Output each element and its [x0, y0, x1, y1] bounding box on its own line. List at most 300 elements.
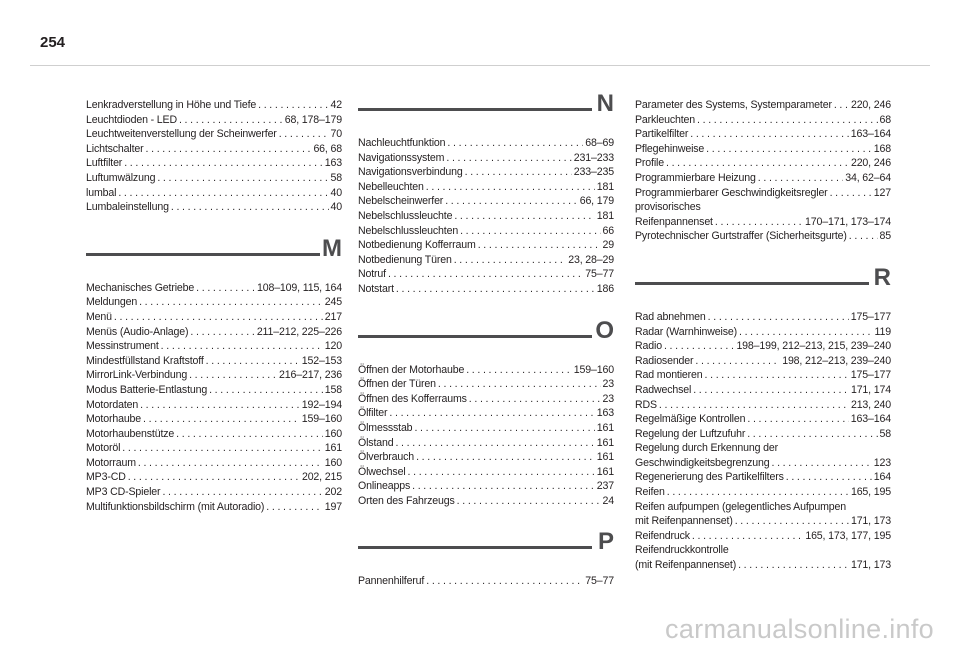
index-entry: [86, 200, 342, 215]
entry-pages: 165, 173, 177, 195: [805, 529, 891, 542]
entry-pages: 233–235: [573, 166, 614, 179]
dot-leader: [706, 142, 872, 157]
entry-term: MP3 CD-Spieler: [86, 486, 161, 499]
entry-last-line: [635, 456, 891, 471]
entry-pages: 161: [596, 451, 614, 464]
dot-leader: [114, 310, 323, 325]
section-letter: O: [595, 316, 614, 344]
index-entry: [635, 354, 891, 369]
index-entry: [358, 282, 614, 297]
entry-term: Nachleuchtfunktion: [358, 137, 446, 149]
entry-term: Parkleuchten: [635, 113, 696, 126]
dot-leader: [139, 295, 323, 310]
entry-pages: 181: [596, 209, 614, 222]
header-divider: [30, 65, 930, 66]
entry-term: mit Reifenpannenset): [635, 515, 733, 528]
dot-leader: [388, 267, 583, 282]
entry-pages: 211–212, 225–226: [256, 325, 342, 338]
dot-leader: [697, 113, 877, 128]
index-section: [358, 522, 614, 589]
dot-leader: [735, 514, 849, 529]
entry-term: Leuchtdioden - LED: [86, 113, 177, 126]
entry-term: Mechanisches Getriebe: [86, 281, 195, 294]
dot-leader: [190, 325, 254, 340]
entry-pages: 160: [324, 456, 342, 469]
entry-pages: 175–177: [850, 310, 891, 323]
entry-pages: 181: [596, 180, 614, 193]
dot-leader: [758, 171, 843, 186]
index-entry: [635, 500, 891, 529]
entry-term: MP3-CD: [86, 471, 126, 484]
index-column-1: [86, 98, 342, 514]
entry-pages: 202, 215: [301, 471, 342, 484]
index-entry: [86, 325, 342, 340]
index-entry: [358, 136, 614, 151]
index-entry: [86, 368, 342, 383]
section-rule: [86, 253, 320, 256]
entry-term: Pannenhilferuf: [358, 575, 425, 588]
index-entry: [358, 479, 614, 494]
dot-leader: [157, 171, 328, 186]
entry-term: Notstart: [358, 282, 394, 295]
entry-term: Reifenpannenset: [635, 215, 713, 228]
entry-pages: 163: [596, 407, 614, 420]
index-entry: [635, 485, 891, 500]
entry-term: Öffnen der Türen: [358, 378, 436, 391]
dot-leader: [457, 494, 601, 509]
index-entry: [635, 529, 891, 544]
dot-leader: [747, 427, 877, 442]
index-entry: [86, 113, 342, 128]
entry-term: Radar (Warnhinweise): [635, 325, 737, 338]
index-entry: [86, 127, 342, 142]
dot-leader: [454, 209, 594, 224]
index-entry: [635, 543, 891, 572]
dot-leader: [454, 253, 567, 268]
entry-term: Regelung durch Erkennung der: [635, 442, 779, 455]
dot-leader: [128, 470, 300, 485]
index-entry: [635, 142, 891, 157]
entry-term: Orten des Fahrzeugs: [358, 494, 455, 507]
entry-pages: 220, 246: [850, 99, 891, 111]
section-letter: P: [597, 528, 614, 556]
dot-leader: [179, 113, 283, 128]
section-rule: [358, 546, 592, 549]
entry-term: Ölverbrauch: [358, 451, 415, 464]
entry-pages: 237: [596, 480, 614, 493]
entry-pages: 23: [602, 378, 614, 391]
entry-term: Partikelfilter: [635, 128, 689, 141]
index-entry: [358, 392, 614, 407]
index-entry: [86, 339, 342, 354]
entry-term: Reifen: [635, 486, 665, 499]
section-letter: M: [322, 234, 342, 262]
section-letter-header: [358, 311, 614, 351]
index-entry: [86, 485, 342, 500]
entry-pages: 58: [330, 171, 342, 184]
entry-pages: 202: [324, 486, 342, 499]
dot-leader: [692, 529, 803, 544]
dot-leader: [695, 354, 780, 369]
entry-pages: 171, 173: [850, 559, 891, 572]
dot-leader: [124, 156, 323, 171]
dot-leader: [708, 310, 849, 325]
index-section: [635, 258, 891, 573]
dot-leader: [739, 325, 873, 340]
dot-leader: [176, 427, 323, 442]
index-entry: [358, 450, 614, 465]
entry-pages: 163–164: [850, 413, 891, 426]
index-entry: [635, 200, 891, 229]
entry-term: Lumbaleinstellung: [86, 201, 169, 214]
entry-term: Mindestfüllstand Kraftstoff: [86, 354, 204, 367]
index-entry: [635, 113, 891, 128]
entry-pages: 58: [879, 427, 891, 440]
entry-term: Nebelschlussleuchte: [358, 209, 453, 222]
entry-term: MirrorLink-Verbindung: [86, 369, 188, 382]
section-rule: [635, 282, 869, 285]
entry-pages: 159–160: [301, 413, 342, 426]
dot-leader: [447, 136, 583, 151]
entry-pages: 192–194: [301, 398, 342, 411]
entry-pages: 127: [873, 186, 891, 199]
entry-pages: 66, 179: [579, 195, 614, 208]
entry-term: Parameter des Systems, Systemparameter: [635, 99, 832, 111]
dot-leader: [786, 470, 872, 485]
entry-pages: 23: [602, 392, 614, 405]
dot-leader: [408, 465, 595, 480]
index-entry: [86, 98, 342, 113]
entry-term: Regelmäßige Kontrollen: [635, 413, 746, 426]
index-entry: [635, 98, 891, 113]
entry-term: Motorhaube: [86, 413, 142, 426]
entry-term: Reifen aufpumpen (gelegentliches Aufpumpen: [635, 500, 847, 513]
entry-pages: 68, 178–179: [284, 113, 342, 126]
entry-last-line: [635, 215, 891, 230]
index-entry: [635, 412, 891, 427]
entry-pages: 24: [602, 494, 614, 507]
index-entry: [635, 127, 891, 142]
entry-term: Onlineapps: [358, 480, 411, 493]
index-section: [358, 84, 614, 297]
entry-term: Rad abnehmen: [635, 310, 706, 323]
entry-pages: 161: [596, 436, 614, 449]
entry-term: Leuchtweitenverstellung der Scheinwerfer: [86, 128, 277, 141]
index-entry: [358, 377, 614, 392]
entry-term: Motordaten: [86, 398, 139, 411]
dot-leader: [426, 180, 595, 195]
dot-leader: [659, 398, 849, 413]
entry-term: Luftumwälzung: [86, 171, 156, 184]
section-rule: [358, 108, 592, 111]
dot-leader: [693, 383, 849, 398]
page-number: 254: [40, 34, 66, 51]
index-entry: [635, 156, 891, 171]
dot-leader: [395, 436, 594, 451]
index-column-2: [358, 90, 614, 589]
index-section: [86, 229, 342, 515]
entry-term: Öffnen des Kofferraums: [358, 392, 467, 405]
dot-leader: [738, 558, 849, 573]
entry-pages: 165, 195: [850, 486, 891, 499]
dot-leader: [667, 485, 849, 500]
index-entry: [86, 142, 342, 157]
index-entry: [358, 253, 614, 268]
index-entry: [358, 406, 614, 421]
entry-term: Regenerierung des Partikelfilters: [635, 471, 784, 484]
entry-term: Programmierbarer Geschwindigkeitsregler: [635, 186, 828, 199]
entry-pages: 34, 62–64: [845, 171, 891, 184]
dot-leader: [396, 282, 595, 297]
index-entry: [358, 238, 614, 253]
entry-pages: 75–77: [585, 268, 614, 281]
index-entry: [86, 456, 342, 471]
dot-leader: [196, 281, 255, 296]
entry-pages: 70: [330, 128, 342, 141]
entry-term: Motorhaubenstütze: [86, 427, 175, 440]
index-entry: [86, 281, 342, 296]
dot-leader: [438, 377, 601, 392]
index-entry: [635, 427, 891, 442]
entry-pages: 217: [324, 310, 342, 323]
entry-last-line: [635, 514, 891, 529]
entry-pages: 198–199, 212–213, 215, 239–240: [736, 340, 891, 353]
index-entry: [358, 209, 614, 224]
entry-term: Notbedienung Türen: [358, 253, 452, 266]
index-section: [86, 98, 342, 215]
index-section: [358, 311, 614, 509]
dot-leader: [469, 392, 601, 407]
dot-leader: [664, 339, 735, 354]
index-section: [635, 98, 891, 244]
entry-term: Navigationsverbindung: [358, 166, 463, 179]
dot-leader: [834, 98, 849, 113]
index-entry: [358, 363, 614, 378]
dot-leader: [445, 194, 578, 209]
index-entry: [86, 354, 342, 369]
index-entry: [358, 465, 614, 480]
dot-leader: [279, 127, 329, 142]
watermark: carmanualsonline.info: [665, 614, 934, 644]
entry-pages: 68–69: [585, 137, 614, 149]
index-entry: [358, 267, 614, 282]
entry-pages: 213, 240: [850, 398, 891, 411]
entry-term: Motoröl: [86, 442, 121, 455]
index-entry: [86, 500, 342, 515]
index-entry: [86, 441, 342, 456]
entry-pages: 152–153: [301, 354, 342, 367]
entry-term: Pflegehinweise: [635, 142, 705, 155]
entry-pages: 161: [324, 442, 342, 455]
entry-pages: 160: [324, 427, 342, 440]
entry-pages: 161: [596, 421, 614, 434]
entry-pages: 198, 212–213, 239–240: [782, 354, 891, 367]
entry-pages: 163–164: [850, 128, 891, 141]
dot-leader: [747, 412, 848, 427]
entry-term: Profile: [635, 157, 664, 170]
entry-pages: 159–160: [573, 363, 614, 376]
entry-term: Ölmessstab: [358, 421, 413, 434]
entry-term: Radio: [635, 340, 662, 353]
dot-leader: [146, 142, 312, 157]
index-entry: [635, 186, 891, 201]
dot-leader: [412, 479, 595, 494]
index-entry: [635, 229, 891, 244]
index-entry: [358, 165, 614, 180]
index-entry: [635, 339, 891, 354]
section-letter: R: [873, 263, 891, 291]
entry-term: Navigationssystem: [358, 151, 445, 164]
entry-pages: 23, 28–29: [568, 253, 614, 266]
entry-pages: 171, 173: [850, 515, 891, 528]
index-entry: [358, 194, 614, 209]
index-column-3: [635, 98, 891, 573]
dot-leader: [138, 456, 323, 471]
entry-term: Menüs (Audio-Anlage): [86, 325, 189, 338]
entry-term: Geschwindigkeitsbegrenzung: [635, 456, 770, 469]
entry-pages: 75–77: [585, 575, 614, 588]
index-entry: [86, 156, 342, 171]
index-entry: [635, 368, 891, 383]
entry-pages: 171, 174: [850, 383, 891, 396]
section-letter-header: [358, 522, 614, 562]
dot-leader: [143, 412, 300, 427]
index-entry: [86, 310, 342, 325]
entry-term: Luftfilter: [86, 157, 123, 170]
entry-term: Modus Batterie-Entlastung: [86, 383, 208, 396]
entry-term: Menü: [86, 310, 112, 323]
dot-leader: [171, 200, 329, 215]
dot-leader: [389, 406, 594, 421]
index-entry: [635, 441, 891, 470]
entry-term: Programmierbare Heizung: [635, 171, 756, 184]
entry-term: Nebelschlussleuchten: [358, 224, 459, 237]
entry-term: Reifendruck: [635, 529, 690, 542]
index-entry: [358, 574, 614, 589]
entry-pages: 120: [324, 340, 342, 353]
index-entry: [635, 470, 891, 485]
entry-pages: 161: [596, 465, 614, 478]
index-entry: [86, 427, 342, 442]
entry-term: Reifendruckkontrolle: [635, 544, 729, 557]
index-entry: [635, 325, 891, 340]
entry-term: Ölwechsel: [358, 465, 406, 478]
entry-term: Nebelleuchten: [358, 180, 424, 193]
entry-term: Multifunktionsbildschirm (mit Autoradio): [86, 500, 265, 513]
dot-leader: [772, 456, 872, 471]
entry-term: Lenkradverstellung in Höhe und Tiefe: [86, 99, 257, 111]
entry-pages: 216–217, 236: [278, 369, 342, 382]
dot-leader: [258, 98, 328, 113]
index-entry: [635, 171, 891, 186]
entry-pages: 186: [596, 282, 614, 295]
dot-leader: [161, 339, 323, 354]
dot-leader: [426, 574, 583, 589]
entry-pages: 175–177: [850, 369, 891, 382]
entry-pages: 163: [324, 157, 342, 170]
dot-leader: [830, 186, 872, 201]
index-entry: [86, 186, 342, 201]
section-letter-header: [358, 84, 614, 124]
entry-pages: 40: [330, 201, 342, 214]
entry-pages: 158: [324, 383, 342, 396]
dot-leader: [206, 354, 300, 369]
dot-leader: [414, 421, 594, 436]
index-entry: [86, 295, 342, 310]
entry-last-line: [635, 558, 891, 573]
entry-term: Notruf: [358, 268, 386, 281]
index-entry: [86, 412, 342, 427]
entry-pages: 164: [873, 471, 891, 484]
dot-leader: [162, 485, 322, 500]
dot-leader: [465, 165, 572, 180]
dot-leader: [416, 450, 595, 465]
entry-pages: 123: [873, 456, 891, 469]
entry-term: Ölstand: [358, 436, 394, 449]
index-entry: [86, 171, 342, 186]
dot-leader: [849, 229, 878, 244]
section-letter-header: [86, 229, 342, 269]
section-rule: [358, 335, 592, 338]
entry-term: Radwechsel: [635, 383, 692, 396]
dot-leader: [460, 224, 600, 239]
index-entry: [358, 151, 614, 166]
dot-leader: [690, 127, 849, 142]
entry-term: (mit Reifenpannenset): [635, 559, 737, 572]
entry-pages: 66: [602, 224, 614, 237]
entry-pages: 220, 246: [850, 157, 891, 170]
dot-leader: [209, 383, 323, 398]
entry-term: Motorraum: [86, 456, 136, 469]
entry-term: provisorisches: [635, 201, 701, 214]
index-entry: [358, 224, 614, 239]
entry-pages: 29: [602, 239, 614, 252]
dot-leader: [466, 363, 572, 378]
entry-pages: 42: [330, 99, 342, 111]
dot-leader: [478, 238, 601, 253]
entry-pages: 168: [873, 142, 891, 155]
dot-leader: [122, 441, 322, 456]
index-entry: [86, 383, 342, 398]
entry-term: Rad montieren: [635, 369, 703, 382]
entry-pages: 119: [874, 325, 891, 338]
index-entry: [635, 398, 891, 413]
entry-term: Öffnen der Motorhaube: [358, 363, 465, 376]
index-entry: [358, 421, 614, 436]
dot-leader: [715, 215, 803, 230]
entry-term: lumbal: [86, 186, 117, 199]
entry-pages: 170–171, 173–174: [805, 215, 891, 228]
dot-leader: [140, 398, 300, 413]
index-entry: [635, 383, 891, 398]
entry-term: Pyrotechnischer Gurtstraffer (Sicherheitsgurte): [635, 230, 847, 243]
entry-term: Lichtschalter: [86, 142, 144, 155]
entry-pages: 68: [879, 113, 891, 126]
entry-term: Notbedienung Kofferraum: [358, 239, 476, 252]
entry-pages: 245: [324, 296, 342, 309]
entry-term: Messinstrument: [86, 340, 159, 353]
entry-pages: 66, 68: [313, 142, 342, 155]
entry-pages: 40: [330, 186, 342, 199]
section-letter: N: [596, 90, 614, 117]
entry-pages: 197: [324, 500, 342, 513]
entry-term: Meldungen: [86, 296, 138, 309]
entry-pages: 85: [879, 230, 891, 243]
dot-leader: [666, 156, 849, 171]
entry-term: RDS: [635, 398, 657, 411]
dot-leader: [118, 186, 328, 201]
index-entry: [635, 310, 891, 325]
